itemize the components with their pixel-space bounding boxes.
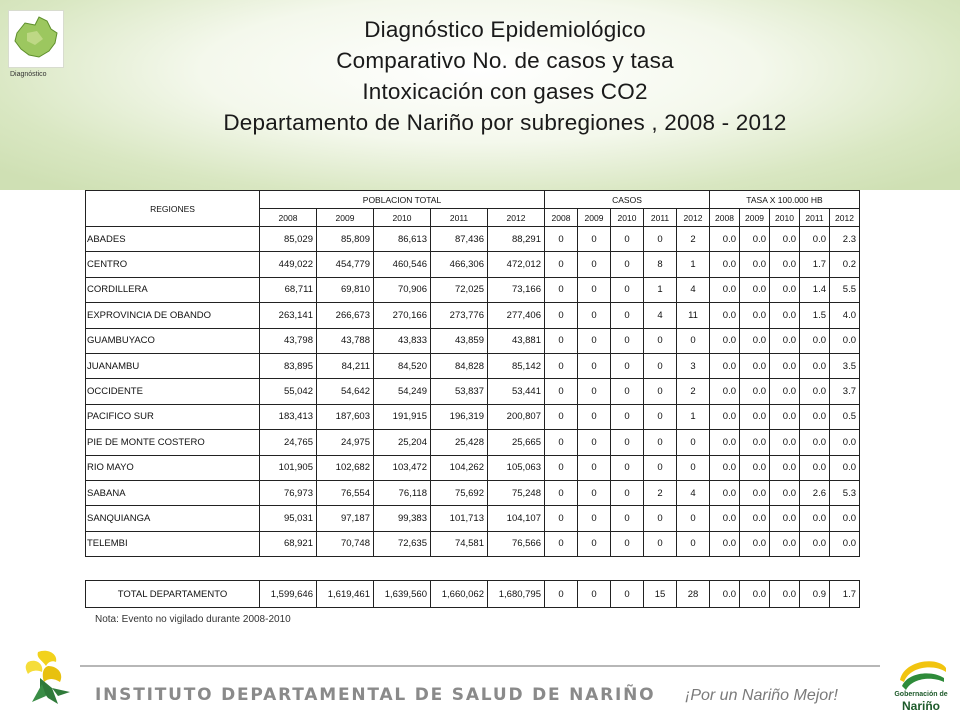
rate-cell: 0.0: [770, 531, 800, 556]
rate-cell: 0.0: [800, 353, 830, 378]
title-line: Intoxicación con gases CO2: [362, 79, 648, 104]
rate-cell: 0.0: [770, 277, 800, 302]
rate-cell: 0.0: [770, 430, 800, 455]
table-note: Nota: Evento no vigilado durante 2008-2010: [95, 614, 291, 625]
rate-cell: 3.7: [830, 379, 860, 404]
total-population-cell: 1,660,062: [431, 581, 488, 608]
cases-cell: 0: [545, 379, 578, 404]
population-cell: 104,262: [431, 455, 488, 480]
rate-cell: 0.0: [710, 277, 740, 302]
rate-cell: 0.0: [710, 506, 740, 531]
header-year-cases: 2008: [545, 209, 578, 227]
cases-cell: 0: [611, 328, 644, 353]
population-cell: 75,692: [431, 480, 488, 505]
total-cases-cell: 0: [545, 581, 578, 608]
rate-cell: 0.0: [710, 404, 740, 429]
rate-cell: 0.0: [770, 480, 800, 505]
rate-cell: 0.0: [740, 353, 770, 378]
population-cell: 187,603: [317, 404, 374, 429]
table-row: [86, 353, 860, 378]
population-cell: 101,905: [260, 455, 317, 480]
population-cell: 105,063: [488, 455, 545, 480]
cases-cell: 0: [578, 379, 611, 404]
rate-cell: 1.4: [800, 277, 830, 302]
cases-cell: 0: [644, 227, 677, 252]
population-cell: 68,711: [260, 277, 317, 302]
population-cell: 84,211: [317, 353, 374, 378]
cases-cell: 1: [677, 404, 710, 429]
population-cell: 101,713: [431, 506, 488, 531]
cases-cell: 1: [677, 252, 710, 277]
population-cell: 43,859: [431, 328, 488, 353]
rate-cell: 0.0: [740, 252, 770, 277]
cases-cell: 2: [644, 480, 677, 505]
population-cell: 43,881: [488, 328, 545, 353]
region-cell: JUANAMBU: [86, 353, 260, 378]
rate-cell: 3.5: [830, 353, 860, 378]
table-row: [86, 506, 860, 531]
population-cell: 73,166: [488, 277, 545, 302]
rate-cell: 0.0: [710, 430, 740, 455]
header-year-population: 2011: [431, 209, 488, 227]
cases-cell: 0: [578, 480, 611, 505]
region-cell: CENTRO: [86, 252, 260, 277]
population-cell: 200,807: [488, 404, 545, 429]
cases-cell: 0: [545, 430, 578, 455]
region-cell: EXPROVINCIA DE OBANDO: [86, 303, 260, 328]
population-cell: 43,833: [374, 328, 431, 353]
population-cell: 84,520: [374, 353, 431, 378]
header-year-cases: 2009: [578, 209, 611, 227]
rate-cell: 1.5: [800, 303, 830, 328]
population-cell: 85,029: [260, 227, 317, 252]
total-table: [85, 580, 860, 608]
gob-line2: Nariño: [901, 699, 940, 713]
cases-cell: 0: [644, 379, 677, 404]
cases-cell: 0: [545, 227, 578, 252]
total-population-cell: 1,639,560: [374, 581, 431, 608]
cases-cell: 0: [578, 353, 611, 378]
rate-cell: 0.0: [740, 506, 770, 531]
rate-cell: 0.0: [710, 252, 740, 277]
region-cell: GUAMBUYACO: [86, 328, 260, 353]
rate-cell: 0.0: [830, 455, 860, 480]
cases-cell: 0: [644, 328, 677, 353]
cases-cell: 0: [611, 455, 644, 480]
footer-divider: [80, 665, 880, 667]
population-cell: 86,613: [374, 227, 431, 252]
rate-cell: 5.5: [830, 277, 860, 302]
population-cell: 69,810: [317, 277, 374, 302]
rate-cell: 0.0: [770, 303, 800, 328]
rate-cell: 0.0: [740, 277, 770, 302]
rate-cell: 0.0: [800, 328, 830, 353]
data-table: [85, 190, 860, 557]
rate-cell: 0.0: [740, 430, 770, 455]
population-cell: 270,166: [374, 303, 431, 328]
population-cell: 53,441: [488, 379, 545, 404]
cases-cell: 0: [578, 303, 611, 328]
rate-cell: 0.0: [800, 379, 830, 404]
cases-cell: 0: [578, 506, 611, 531]
total-cases-cell: 15: [644, 581, 677, 608]
cases-cell: 11: [677, 303, 710, 328]
rate-cell: 0.0: [800, 506, 830, 531]
population-cell: 70,748: [317, 531, 374, 556]
total-cases-cell: 28: [677, 581, 710, 608]
rate-cell: 2.3: [830, 227, 860, 252]
population-cell: 104,107: [488, 506, 545, 531]
rate-cell: 0.0: [770, 353, 800, 378]
header-year-rate: 2010: [770, 209, 800, 227]
population-cell: 460,546: [374, 252, 431, 277]
rate-cell: 0.0: [740, 328, 770, 353]
population-cell: 183,413: [260, 404, 317, 429]
cases-cell: 0: [611, 252, 644, 277]
population-cell: 25,428: [431, 430, 488, 455]
cases-cell: 0: [611, 430, 644, 455]
total-rate-cell: 1.7: [830, 581, 860, 608]
population-cell: 72,025: [431, 277, 488, 302]
cases-cell: 0: [578, 328, 611, 353]
population-cell: 95,031: [260, 506, 317, 531]
cases-cell: 0: [644, 430, 677, 455]
cases-cell: 0: [644, 404, 677, 429]
rate-cell: 0.0: [830, 506, 860, 531]
rate-cell: 0.5: [830, 404, 860, 429]
population-cell: 24,765: [260, 430, 317, 455]
cases-cell: 0: [578, 404, 611, 429]
cases-cell: 0: [578, 430, 611, 455]
total-population-cell: 1,619,461: [317, 581, 374, 608]
table-row: [86, 531, 860, 556]
population-cell: 72,635: [374, 531, 431, 556]
cases-cell: 2: [677, 379, 710, 404]
header-year-population: 2009: [317, 209, 374, 227]
title-line: Diagnóstico Epidemiológico: [364, 17, 646, 42]
cases-cell: 0: [644, 531, 677, 556]
rate-cell: 0.0: [800, 227, 830, 252]
table-row: [86, 328, 860, 353]
rate-cell: 0.0: [740, 227, 770, 252]
header-cases: CASOS: [545, 191, 710, 209]
table-header-row: [86, 191, 860, 209]
population-cell: 25,665: [488, 430, 545, 455]
cases-cell: 0: [677, 328, 710, 353]
rate-cell: 0.0: [770, 252, 800, 277]
total-row: [86, 581, 860, 608]
total-population-cell: 1,680,795: [488, 581, 545, 608]
cases-cell: 0: [611, 404, 644, 429]
gobernacion-logo-text: [888, 690, 954, 713]
rate-cell: 0.2: [830, 252, 860, 277]
population-cell: 25,204: [374, 430, 431, 455]
cases-cell: 0: [611, 277, 644, 302]
population-cell: 84,828: [431, 353, 488, 378]
rate-cell: 0.0: [740, 404, 770, 429]
rate-cell: 0.0: [740, 531, 770, 556]
total-rate-cell: 0.0: [740, 581, 770, 608]
rate-cell: 2.6: [800, 480, 830, 505]
rate-cell: 0.0: [710, 227, 740, 252]
cases-cell: 0: [545, 277, 578, 302]
cases-cell: 0: [545, 404, 578, 429]
cases-cell: 2: [677, 227, 710, 252]
population-cell: 454,779: [317, 252, 374, 277]
header-year-cases: 2012: [677, 209, 710, 227]
cases-cell: 0: [545, 328, 578, 353]
region-cell: SANQUIANGA: [86, 506, 260, 531]
rate-cell: 0.0: [770, 227, 800, 252]
cases-cell: 0: [578, 531, 611, 556]
cases-cell: 0: [611, 227, 644, 252]
table-row: [86, 252, 860, 277]
population-cell: 43,788: [317, 328, 374, 353]
table-row: [86, 277, 860, 302]
population-cell: 76,118: [374, 480, 431, 505]
rate-cell: 0.0: [740, 480, 770, 505]
total-population-cell: 1,599,646: [260, 581, 317, 608]
population-cell: 87,436: [431, 227, 488, 252]
table-row: [86, 455, 860, 480]
total-rate-cell: 0.0: [710, 581, 740, 608]
rate-cell: 0.0: [800, 531, 830, 556]
rate-cell: 0.0: [710, 531, 740, 556]
rate-cell: 5.3: [830, 480, 860, 505]
rate-cell: 0.0: [770, 379, 800, 404]
population-cell: 466,306: [431, 252, 488, 277]
cases-cell: 4: [644, 303, 677, 328]
total-rate-cell: 0.0: [770, 581, 800, 608]
total-cases-cell: 0: [578, 581, 611, 608]
table-row: [86, 480, 860, 505]
population-cell: 449,022: [260, 252, 317, 277]
cases-cell: 0: [611, 506, 644, 531]
cases-cell: 1: [644, 277, 677, 302]
population-cell: 83,895: [260, 353, 317, 378]
population-cell: 43,798: [260, 328, 317, 353]
rate-cell: 0.0: [830, 531, 860, 556]
logo-caption: Diagnóstico: [10, 71, 47, 78]
cases-cell: 0: [578, 252, 611, 277]
rate-cell: 0.0: [710, 303, 740, 328]
rate-cell: 4.0: [830, 303, 860, 328]
rate-cell: 1.7: [800, 252, 830, 277]
population-cell: 191,915: [374, 404, 431, 429]
total-cases-cell: 0: [611, 581, 644, 608]
header-year-rate: 2012: [830, 209, 860, 227]
population-cell: 277,406: [488, 303, 545, 328]
population-cell: 70,906: [374, 277, 431, 302]
rate-cell: 0.0: [800, 430, 830, 455]
cases-cell: 0: [611, 531, 644, 556]
rate-cell: 0.0: [770, 506, 800, 531]
cases-cell: 0: [611, 480, 644, 505]
page-title: [80, 14, 930, 138]
cases-cell: 0: [677, 531, 710, 556]
rate-cell: 0.0: [830, 430, 860, 455]
table-row: [86, 404, 860, 429]
header-year-population: 2010: [374, 209, 431, 227]
header-year-rate: 2009: [740, 209, 770, 227]
population-cell: 103,472: [374, 455, 431, 480]
cases-cell: 0: [545, 506, 578, 531]
header-year-cases: 2011: [644, 209, 677, 227]
cases-cell: 4: [677, 277, 710, 302]
population-cell: 53,837: [431, 379, 488, 404]
population-cell: 68,921: [260, 531, 317, 556]
cases-cell: 0: [677, 506, 710, 531]
rate-cell: 0.0: [830, 328, 860, 353]
title-line: Comparativo No. de casos y tasa: [336, 48, 674, 73]
region-cell: OCCIDENTE: [86, 379, 260, 404]
total-rate-cell: 0.9: [800, 581, 830, 608]
population-cell: 266,673: [317, 303, 374, 328]
population-cell: 54,249: [374, 379, 431, 404]
rate-cell: 0.0: [770, 328, 800, 353]
title-line: Departamento de Nariño por subregiones , 2008 - 2012: [223, 110, 787, 135]
population-cell: 99,383: [374, 506, 431, 531]
header-year-population: 2008: [260, 209, 317, 227]
cases-cell: 0: [545, 303, 578, 328]
cases-cell: 0: [545, 480, 578, 505]
cases-cell: 0: [644, 455, 677, 480]
table-row: [86, 430, 860, 455]
rate-cell: 0.0: [710, 328, 740, 353]
region-cell: CORDILLERA: [86, 277, 260, 302]
cases-cell: 0: [545, 455, 578, 480]
cases-cell: 0: [545, 252, 578, 277]
header-year-rate: 2008: [710, 209, 740, 227]
population-cell: 55,042: [260, 379, 317, 404]
population-cell: 76,973: [260, 480, 317, 505]
cases-cell: 0: [644, 506, 677, 531]
population-cell: 75,248: [488, 480, 545, 505]
rate-cell: 0.0: [710, 353, 740, 378]
population-cell: 76,566: [488, 531, 545, 556]
rate-cell: 0.0: [800, 404, 830, 429]
rate-cell: 0.0: [740, 303, 770, 328]
header-year-population: 2012: [488, 209, 545, 227]
rate-cell: 0.0: [770, 455, 800, 480]
rate-cell: 0.0: [710, 480, 740, 505]
population-cell: 273,776: [431, 303, 488, 328]
rate-cell: 0.0: [800, 455, 830, 480]
gob-line1: Gobernación de: [894, 691, 948, 698]
population-cell: 102,682: [317, 455, 374, 480]
header-year-rate: 2011: [800, 209, 830, 227]
region-cell: TELEMBI: [86, 531, 260, 556]
total-label: TOTAL DEPARTAMENTO: [86, 581, 260, 608]
table-row: [86, 303, 860, 328]
narino-map-logo: [8, 10, 64, 68]
cases-cell: 0: [611, 303, 644, 328]
cases-cell: 3: [677, 353, 710, 378]
population-cell: 263,141: [260, 303, 317, 328]
header-rate: TASA X 100.000 HB: [710, 191, 860, 209]
population-cell: 472,012: [488, 252, 545, 277]
cases-cell: 0: [611, 379, 644, 404]
population-cell: 88,291: [488, 227, 545, 252]
rate-cell: 0.0: [770, 404, 800, 429]
rate-cell: 0.0: [740, 379, 770, 404]
cases-cell: 0: [545, 531, 578, 556]
cases-cell: 0: [578, 227, 611, 252]
population-cell: 76,554: [317, 480, 374, 505]
population-cell: 85,142: [488, 353, 545, 378]
cases-cell: 0: [578, 277, 611, 302]
cases-cell: 0: [545, 353, 578, 378]
region-cell: ABADES: [86, 227, 260, 252]
population-cell: 85,809: [317, 227, 374, 252]
cases-cell: 0: [644, 353, 677, 378]
cases-cell: 4: [677, 480, 710, 505]
header-population: POBLACION TOTAL: [260, 191, 545, 209]
institute-name: INSTITUTO DEPARTAMENTAL DE SALUD DE NARIÑO: [95, 685, 656, 705]
table-row: [86, 227, 860, 252]
region-cell: SABANA: [86, 480, 260, 505]
cases-cell: 0: [677, 455, 710, 480]
rate-cell: 0.0: [710, 379, 740, 404]
population-cell: 196,319: [431, 404, 488, 429]
cases-cell: 0: [611, 353, 644, 378]
region-cell: PIE DE MONTE COSTERO: [86, 430, 260, 455]
population-cell: 24,975: [317, 430, 374, 455]
cases-cell: 0: [578, 455, 611, 480]
population-cell: 74,581: [431, 531, 488, 556]
region-cell: PACIFICO SUR: [86, 404, 260, 429]
cases-cell: 8: [644, 252, 677, 277]
rate-cell: 0.0: [740, 455, 770, 480]
region-cell: RIO MAYO: [86, 455, 260, 480]
narino-map-logo-icon: [9, 11, 63, 67]
table-row: [86, 379, 860, 404]
slogan: ¡Por un Nariño Mejor!: [685, 687, 838, 704]
population-cell: 54,642: [317, 379, 374, 404]
header-year-cases: 2010: [611, 209, 644, 227]
rate-cell: 0.0: [710, 455, 740, 480]
bird-flower-emblem-icon: [18, 648, 80, 712]
population-cell: 97,187: [317, 506, 374, 531]
cases-cell: 0: [677, 430, 710, 455]
header-regions: REGIONES: [86, 191, 260, 227]
